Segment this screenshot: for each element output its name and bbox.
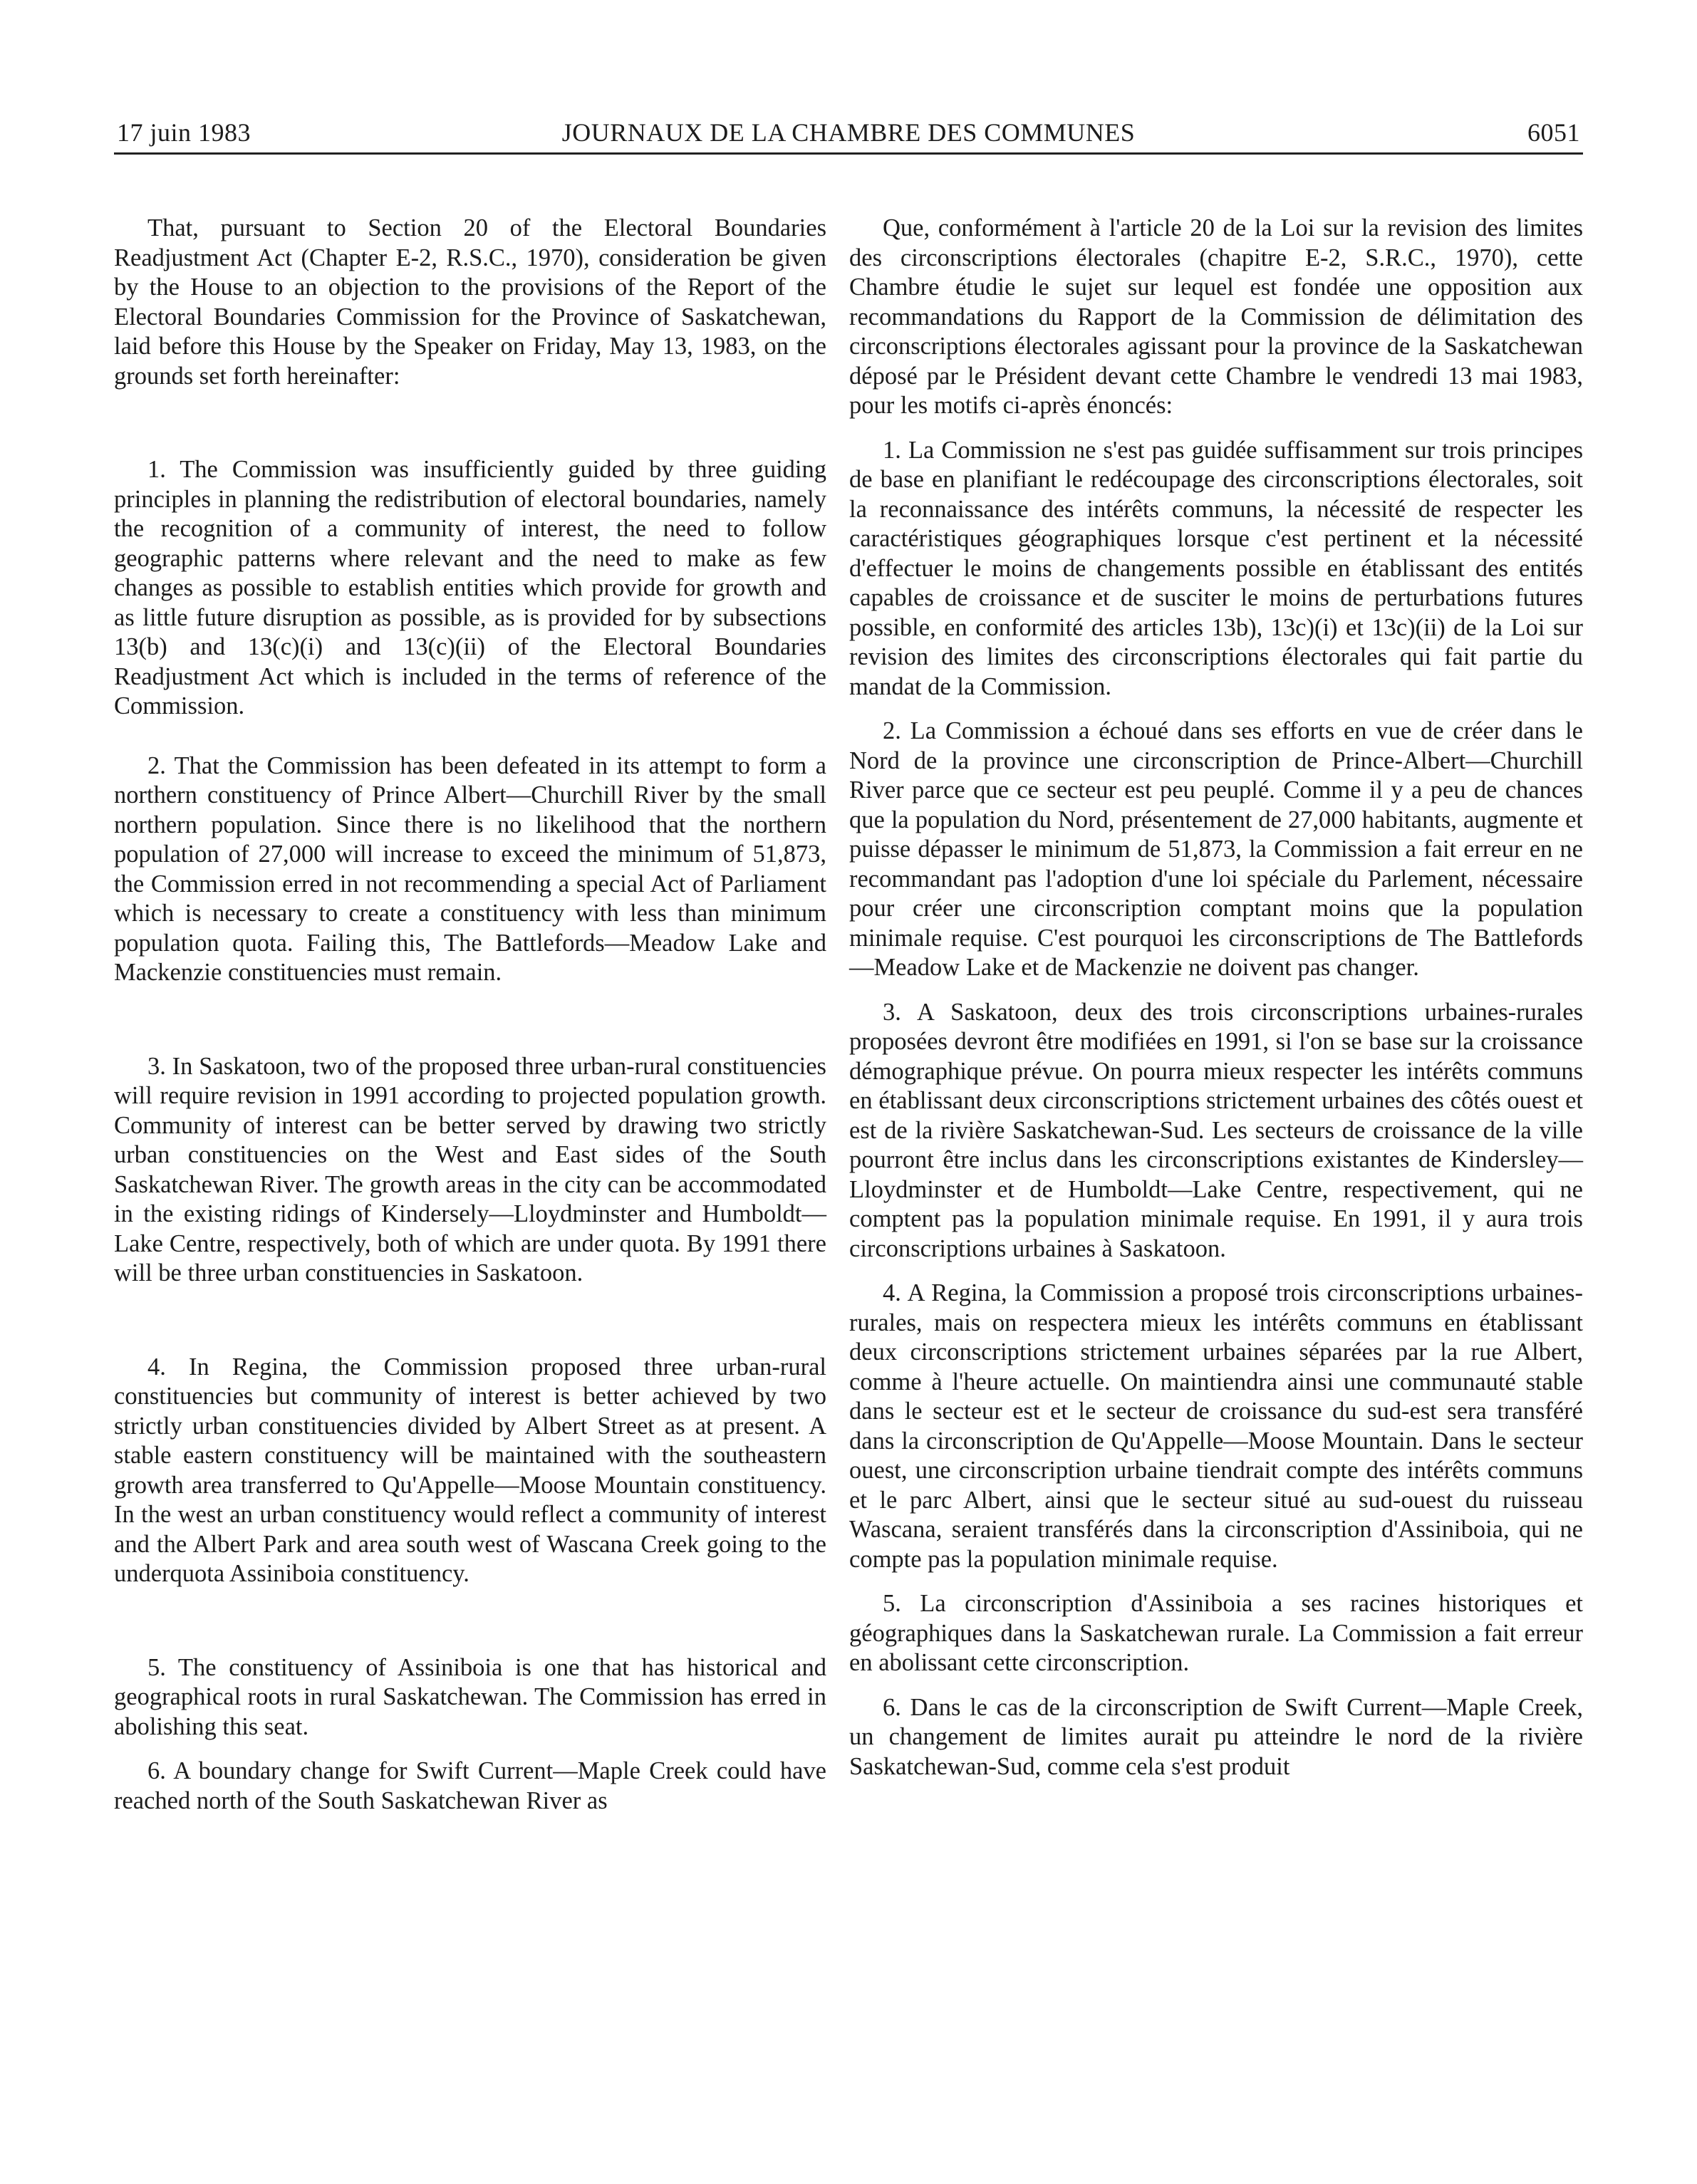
- english-paragraph-5: 5. The constituency of Assiniboia is one that has historical and geographical roots in rural Saskatchewan. The Commission has erred in abolishing this seat.: [114, 1653, 826, 1740]
- page-header: [114, 115, 1583, 155]
- french-paragraph-5: 5. La circonscription d'Assiniboia a ses racines historiques et géographiques dans la Saskatchewan rurale. La Commission a fait erreur en abolissant cette circonscription.: [849, 1590, 1583, 1676]
- french-paragraph-4: 4. A Regina, la Commission a proposé trois circonscriptions urbaines-rurales, mais on respectera mieux les intérêts communs en établissant deux circonscriptions strictement urbaines séparées par la rue Albert, comme à l'heure actuelle. On maintiendra ainsi une communauté stable dans le secteur est et le secteur de croissance du sud-est sera transféré dans la circonscription de Qu'Appelle—Moose Mountain. Dans le secteur ouest, une circonscription urbaine tiendrait compte des intérêts communs et le parc Albert, ainsi que le secteur situé au sud-ouest du ruisseau Wascana, seraient transférés dans la circonscription d'Assiniboia, qui ne compte pas la population minimale requise.: [849, 1279, 1583, 1573]
- french-paragraph-3: 3. A Saskatoon, deux des trois circonscriptions urbaines-rurales proposées devront être modifiées en 1991, si l'on se base sur la croissance démographique prévue. On pourra mieux respecter les intérêts communs en établissant deux circonscriptions strictement urbaines des côtés ouest et est de la rivière Saskatchewan-Sud. Les secteurs de croissance de la ville pourront être inclus dans les circonscriptions existantes de Kindersley—Lloydminster et de Humboldt—Lake Centre, respectivement, qui ne comptent pas la population minimale requise. En 1991, il y aura trois circonscriptions urbaines à Saskatoon.: [849, 998, 1583, 1262]
- english-paragraph-3: 3. In Saskatoon, two of the proposed three urban-rural constituencies will require revision in 1991 according to projected population growth. Community of interest can be better served by drawing two strictly urban constituencies on the West and East sides of the South Saskatchewan River. The growth areas in the city can be accommodated in the existing ridings of Kindersely—Lloydminster and Humboldt—Lake Centre, respectively, both of which are under quota. By 1991 there will be three urban constituencies in Saskatoon.: [114, 1052, 826, 1286]
- english-paragraph-6: 6. A boundary change for Swift Current—Maple Creek could have reached north of the South Saskatchewan River as: [114, 1757, 826, 1814]
- english-column: [114, 214, 826, 1831]
- french-paragraph-2: 2. La Commission a échoué dans ses efforts en vue de créer dans le Nord de la province une circonscription de Prince-Albert—Churchill River parce que ce secteur est peu peuplé. Comme il y a peu de chances que la population du Nord, présentement de 27,000 habitants, augmente et puisse dépasser le minimum de 51,873, la Commission a fait erreur en ne recommandant pas l'adoption d'une loi spéciale du Parlement, nécessaire pour créer une circonscription comptant moins que la population minimale requise. C'est pourquoi les circonscriptions de The Battlefords—Meadow Lake et de Mackenzie ne doivent pas changer.: [849, 717, 1583, 981]
- header-date: 17 juin 1983: [117, 118, 251, 147]
- french-column: [849, 214, 1583, 1796]
- english-intro-paragraph: That, pursuant to Section 20 of the Electoral Boundaries Readjustment Act (Chapter E-2, R.S.C., 1970), consideration be given by the House to an objection to the provisions of the Report of the Electoral Boundaries Commission for the Province of Saskatchewan, laid before this House by the Speaker on Friday, May 13, 1983, on the grounds set forth hereinafter:: [114, 214, 826, 390]
- english-paragraph-1: 1. The Commission was insufficiently guided by three guiding principles in planning the redistribution of electoral boundaries, namely the recognition of a community of interest, the need to follow geographic patterns where relevant and the need to make as few changes as possible to establish entities which provide for growth and as little future disruption as possible, as is provided for by subsections 13(b) and 13(c)(i) and 13(c)(ii) of the Electoral Boundaries Readjustment Act which is included in the terms of reference of the Commission.: [114, 456, 826, 719]
- header-page-number: 6051: [1527, 118, 1580, 147]
- english-paragraph-4: 4. In Regina, the Commission proposed three urban-rural constituencies but community of interest is better achieved by two strictly urban constituencies divided by Albert Street as at present. A stable eastern constituency will be maintained with the southeastern growth area transferred to Qu'Appelle—Moose Mountain constituency. In the west an urban constituency would reflect a community of interest and the Albert Park and area south west of Wascana Creek going to the underquota Assiniboia constituency.: [114, 1353, 826, 1587]
- french-paragraph-1: 1. La Commission ne s'est pas guidée suffisamment sur trois principes de base en planifiant le redécoupage des circonscriptions électorales, soit la reconnaissance des intérêts communs, la nécessité de respecter les caractéristiques géographiques lorsque c'est pertinent et la nécessité d'effectuer le moins de changements possible en établissant des entités capables de croissance et de susciter le moins de perturbations futures possible, en conformité des articles 13b), 13c)(i) et 13c)(ii) de la Loi sur revision des limites des circonscriptions électorales qui fait partie du mandat de la Commission.: [849, 436, 1583, 700]
- header-title: JOURNAUX DE LA CHAMBRE DES COMMUNES: [561, 118, 1136, 147]
- french-paragraph-6: 6. Dans le cas de la circonscription de Swift Current—Maple Creek, un changement de limites aurait pu atteindre le nord de la rivière Saskatchewan-Sud, comme cela s'est produit: [849, 1693, 1583, 1780]
- english-paragraph-2: 2. That the Commission has been defeated in its attempt to form a northern constituency of Prince Albert—Churchill River by the small northern population. Since there is no likelihood that the northern population of 27,000 will increase to exceed the minimum of 51,873, the Commission erred in not recommending a special Act of Parliament which is necessary to create a constituency with less than minimum population quota. Failing this, The Battlefords—Meadow Lake and Mackenzie constituencies must remain.: [114, 752, 826, 986]
- french-intro-paragraph: Que, conformément à l'article 20 de la Loi sur la revision des limites des circonscriptions électorales (chapitre E-2, S.R.C., 1970), cette Chambre étudie le sujet sur lequel est fondée une opposition aux recommandations du Rapport de la Commission de délimitation des circonscriptions électorales agissant pour la province de la Saskatchewan déposé par le Président devant cette Chambre le vendredi 13 mai 1983, pour les motifs ci-après énoncés:: [849, 214, 1583, 419]
